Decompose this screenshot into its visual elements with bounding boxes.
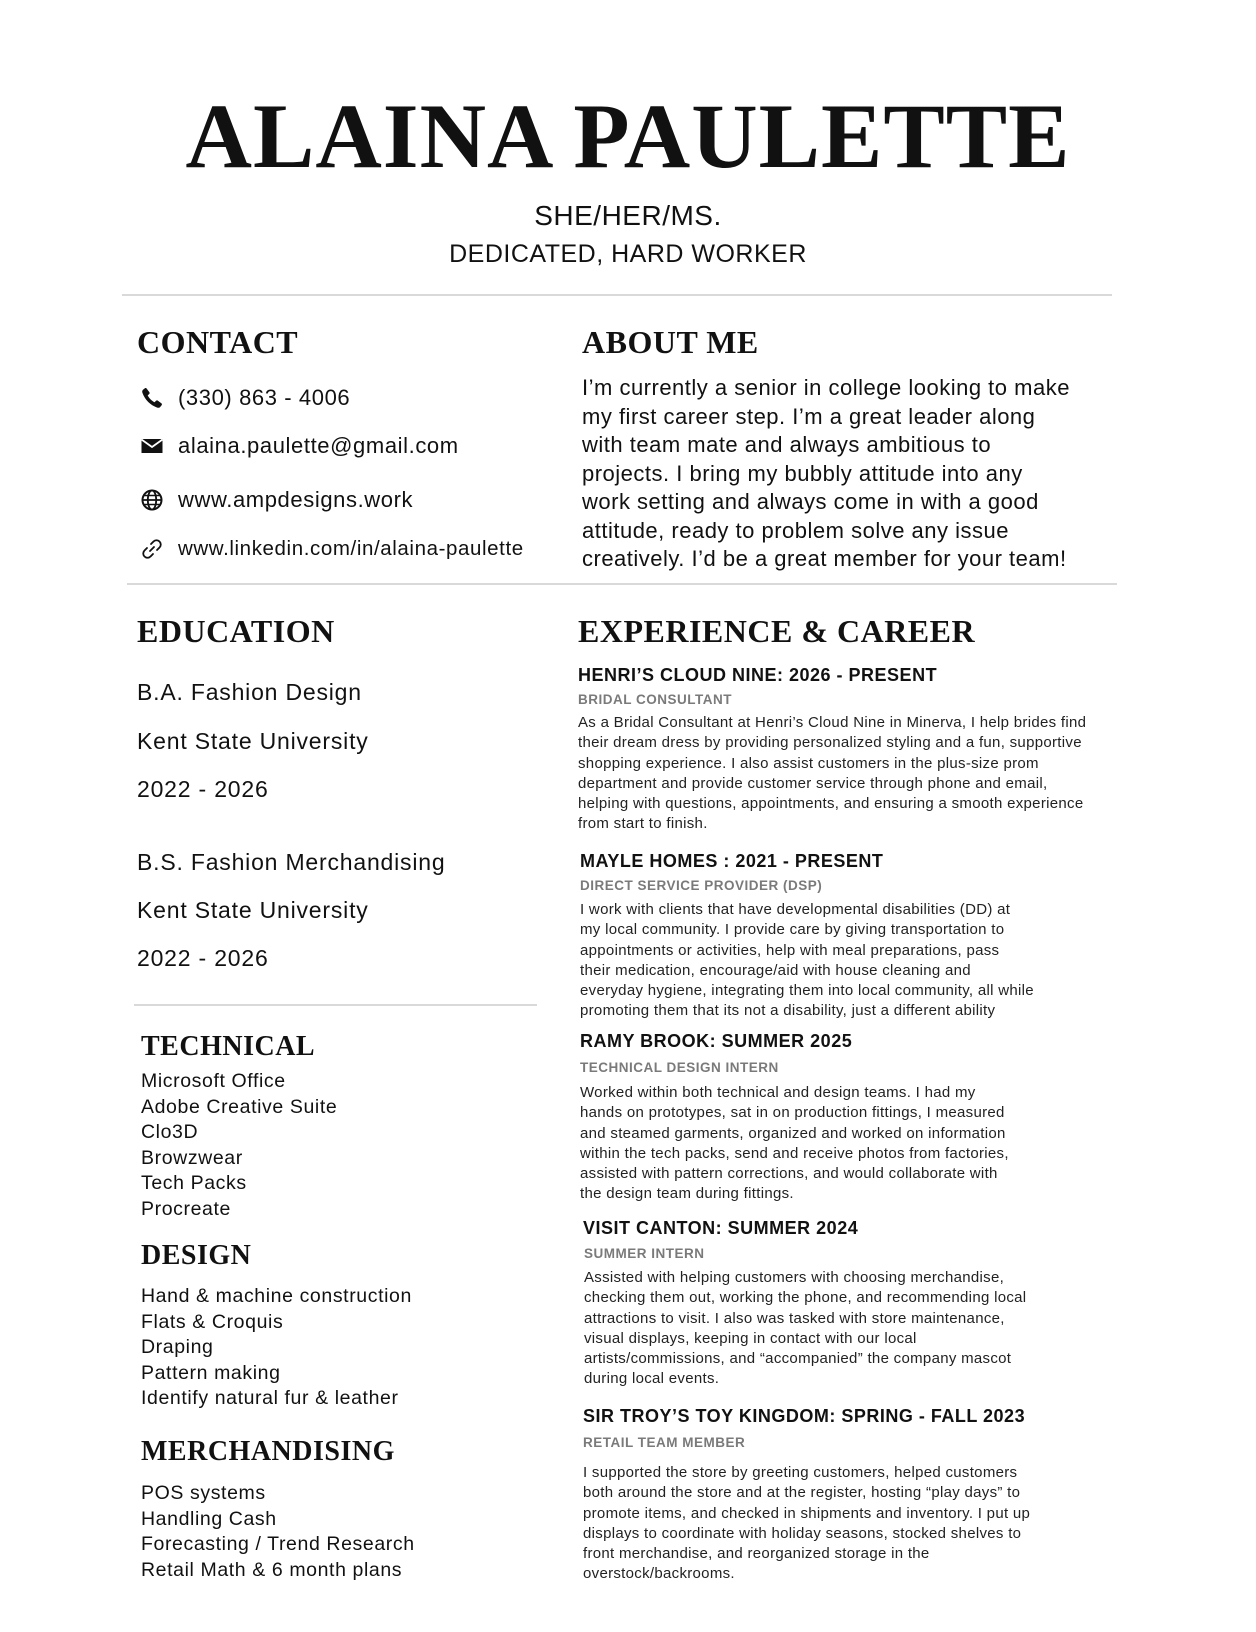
list-item: POS systems: [141, 1482, 266, 1504]
contact-linkedin[interactable]: [140, 537, 524, 561]
design-heading: DESIGN: [141, 1240, 252, 1271]
about-line: projects. I bring my bubbly attitude into any: [582, 460, 1023, 486]
job-desc-line: attractions to visit. I also was tasked with store maintenance,: [584, 1309, 1005, 1327]
about-line: attitude, ready to problem solve any issue: [582, 517, 1010, 543]
list-item: Pattern making: [141, 1361, 281, 1384]
technical-list: [141, 1069, 337, 1222]
job-desc-line: As a Bridal Consultant at Henri’s Cloud Nine in Minerva, I help brides find: [578, 714, 1087, 731]
job-description: [578, 713, 1086, 835]
job-role: SUMMER INTERN: [584, 1246, 705, 1261]
degree-school: Kent State University: [137, 728, 369, 754]
list-item: Flats & Croquis: [141, 1310, 284, 1333]
contact-linkedin-text: www.linkedin.com/in/alaina-paulette: [178, 537, 524, 560]
list-item: Procreate: [141, 1197, 231, 1220]
education-divider: [134, 1004, 537, 1006]
job-desc-line: artists/commissions, and “accompanied” the company mascot: [584, 1350, 1012, 1368]
contact-email[interactable]: [140, 433, 459, 459]
job-role: TECHNICAL DESIGN INTERN: [580, 1060, 779, 1075]
about-line: with team mate and always ambitious to: [582, 432, 992, 457]
job-description: [583, 1463, 1030, 1585]
job-desc-line: helping with questions, appointments, and ensuring a smooth experience: [578, 795, 1084, 813]
job-description: [580, 1083, 1009, 1205]
degree-name: B.S. Fashion Merchandising: [137, 849, 446, 875]
job-title: RAMY BROOK: SUMMER 2025: [580, 1031, 853, 1051]
technical-heading: TECHNICAL: [141, 1031, 316, 1062]
about-line: work setting and always come in with a good: [582, 489, 1039, 514]
job-desc-line: both around the store and at the register, hosting “play days” to: [583, 1484, 1021, 1502]
job-desc-line: Assisted with helping customers with choosing merchandise,: [584, 1269, 1005, 1286]
job-role: DIRECT SERVICE PROVIDER (DSP): [580, 878, 823, 893]
job-desc-line: assisted with pattern corrections, and would collaborate with: [580, 1165, 998, 1183]
job-desc-line: during local events.: [584, 1370, 720, 1388]
list-item: Adobe Creative Suite: [141, 1095, 338, 1118]
contact-website-text: www.ampdesigns.work: [178, 487, 414, 512]
contact-phone-text: (330) 863 - 4006: [178, 385, 351, 410]
job-title: SIR TROY’S TOY KINGDOM: SPRING - FALL 2023: [583, 1406, 1026, 1426]
merchandising-heading: MERCHANDISING: [141, 1436, 395, 1467]
contact-email-text: alaina.paulette@gmail.com: [178, 433, 459, 458]
about-heading: ABOUT ME: [582, 324, 759, 360]
job-desc-line: promote items, and checked in shipments and inventory. I put up: [583, 1504, 1031, 1522]
list-item: Forecasting / Trend Research: [141, 1533, 415, 1555]
job-desc-line: displays to coordinate with holiday seasons, stocked shelves to: [583, 1524, 1022, 1542]
job-desc-line: front merchandise, and reorganized storage in the: [583, 1545, 930, 1563]
degree-years: 2022 - 2026: [137, 776, 269, 802]
mail-icon: [140, 434, 164, 458]
contact-website[interactable]: [140, 487, 413, 513]
list-item: Clo3D: [141, 1121, 199, 1143]
about-text: [582, 374, 1122, 574]
job-desc-line: visual displays, keeping in contact with our local: [584, 1329, 917, 1347]
job-desc-line: Worked within both technical and design teams. I had my: [580, 1084, 976, 1101]
job-desc-line: overstock/backrooms.: [583, 1565, 735, 1583]
job-title: HENRI’S CLOUD NINE: 2026 - PRESENT: [578, 665, 938, 685]
job-desc-line: hands on prototypes, sat in on production fittings, I measured: [580, 1104, 1005, 1122]
job-title: MAYLE HOMES : 2021 - PRESENT: [580, 851, 884, 871]
list-item: Hand & machine construction: [141, 1285, 412, 1307]
about-line: creatively. I’d be a great member for your team!: [582, 546, 1067, 571]
header-divider: [122, 294, 1112, 296]
job-desc-line: shopping experience. I also assist customers in the plus-size prom: [578, 754, 1039, 772]
job-desc-line: promoting them that its not a disability, just a different ability: [580, 1002, 996, 1020]
job-desc-line: from start to finish.: [578, 815, 708, 833]
job-desc-line: I work with clients that have developmental disabilities (DD) at: [580, 901, 1011, 918]
link-icon: [140, 537, 164, 561]
job-title: VISIT CANTON: SUMMER 2024: [583, 1218, 859, 1238]
globe-icon: [140, 488, 164, 512]
phone-icon: [140, 386, 164, 410]
education-heading: EDUCATION: [137, 613, 335, 649]
list-item: Identify natural fur & leather: [141, 1387, 399, 1409]
job-desc-line: the design team during fittings.: [580, 1185, 794, 1203]
job-desc-line: everyday hygiene, integrating them into local community, all while: [580, 982, 1034, 1000]
contact-heading: CONTACT: [137, 324, 299, 360]
job-role: RETAIL TEAM MEMBER: [583, 1435, 746, 1450]
list-item: Browzwear: [141, 1146, 243, 1169]
experience-heading: EXPERIENCE & CAREER: [578, 613, 976, 649]
degree-school: Kent State University: [137, 897, 369, 923]
design-list: [141, 1284, 412, 1412]
job-role: BRIDAL CONSULTANT: [578, 692, 732, 707]
degree-years: 2022 - 2026: [137, 945, 269, 971]
job-desc-line: department and provide customer service through phone and email,: [578, 774, 1048, 792]
about-line: my first career step. I’m a great leader along: [582, 403, 1036, 429]
contact-divider: [127, 583, 1117, 585]
job-desc-line: I supported the store by greeting customers, helped customers: [583, 1464, 1018, 1481]
job-desc-line: appointments or activities, help with meal preparations, pass: [580, 941, 1000, 959]
tagline: DEDICATED, HARD WORKER: [449, 240, 807, 268]
job-desc-line: my local community. I provide care by giving transportation to: [580, 921, 1005, 939]
list-item: Tech Packs: [141, 1172, 247, 1194]
contact-phone[interactable]: [140, 385, 350, 411]
job-desc-line: checking them out, working the phone, and recommending local: [584, 1289, 1027, 1307]
job-description: [584, 1268, 1026, 1390]
about-line: I’m currently a senior in college looking to make: [582, 375, 1070, 400]
list-item: Microsoft Office: [141, 1070, 286, 1092]
job-desc-line: their medication, encourage/aid with house cleaning and: [580, 961, 971, 979]
resume-name: ALAINA PAULETTE: [185, 85, 1071, 187]
list-item: Handling Cash: [141, 1507, 277, 1530]
list-item: Draping: [141, 1336, 214, 1358]
degree-name: B.A. Fashion Design: [137, 679, 362, 705]
merchandising-list: [141, 1481, 415, 1583]
job-description: [580, 900, 1034, 1022]
job-desc-line: their dream dress by providing personalized styling and a fun, supportive: [578, 734, 1082, 752]
pronouns: SHE/HER/MS.: [534, 200, 722, 231]
job-desc-line: and steamed garments, organized and worked on information: [580, 1124, 1006, 1142]
list-item: Retail Math & 6 month plans: [141, 1558, 403, 1581]
job-desc-line: within the tech packs, send and receive photos from factories,: [580, 1144, 1009, 1162]
